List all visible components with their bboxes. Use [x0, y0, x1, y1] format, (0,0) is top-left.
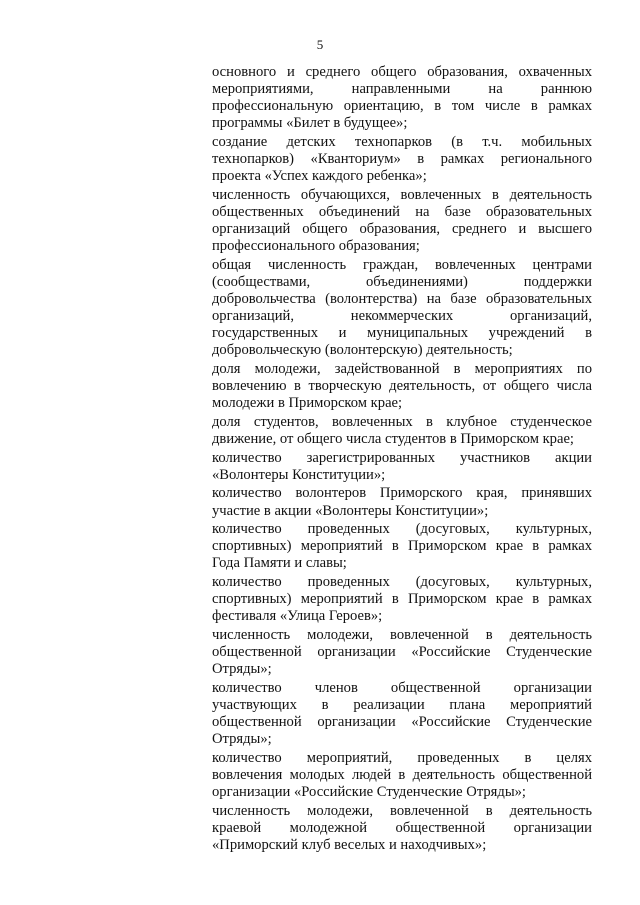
- text-line: численность обучающихся, вовлеченных в деятельность: [212, 186, 592, 203]
- text-line: фестиваля «Улица Героев»;: [212, 608, 383, 625]
- item-youth-creative-activity: [212, 361, 592, 412]
- item-volunteering-centers: [212, 257, 592, 360]
- item-students-in-public-associations: [212, 187, 592, 255]
- text-line: профессиональную ориентацию, в том числе в рамках: [212, 98, 592, 115]
- text-line: организаций, некоммерческих организаций,: [212, 308, 592, 325]
- text-line: количество проведенных (досуговых, культурных,: [212, 574, 592, 591]
- text-line: количество членов общественной организации: [212, 679, 592, 696]
- text-line: общая численность граждан, вовлеченных центрами: [212, 256, 592, 273]
- text-line: общественных объединений на базе образовательных: [212, 203, 592, 220]
- text-line: молодежи в Приморском крае;: [212, 395, 403, 412]
- text-line: доля студентов, вовлеченных в клубное студенческое: [212, 413, 592, 430]
- text-line: основного и среднего общего образования, охваченных: [212, 64, 592, 80]
- text-line: программы «Билет в будущее»;: [212, 115, 408, 132]
- text-line: государственных и муниципальных учреждений в: [212, 325, 592, 342]
- text-line: организации «Российские Студенческие Отряды»;: [212, 783, 526, 800]
- item-kvantorium-technoparks: [212, 134, 592, 185]
- text-line: общественной организации «Российские Студенческие: [212, 644, 592, 661]
- item-continuation-career-guidance: [212, 64, 592, 132]
- text-line: добровольчества (волонтерства) на базе образовательных: [212, 291, 592, 307]
- text-line: краевой молодежной общественной организации: [212, 819, 592, 836]
- text-line: «Волонтеры Конституции»;: [212, 466, 386, 483]
- item-student-club-movement: [212, 414, 592, 448]
- item-constitution-volunteers-registered: [212, 450, 592, 484]
- text-line: численность молодежи, вовлеченной в деятельность: [212, 802, 592, 819]
- text-line: спортивных) мероприятий в Приморском крае в рамках: [212, 591, 592, 608]
- text-line: участие в акции «Волонтеры Конституции»;: [212, 502, 489, 519]
- text-line: Отряды»;: [212, 731, 272, 748]
- text-line: организаций общего образования, среднего и высшего: [212, 221, 592, 238]
- text-line: проекта «Успех каждого ребенка»;: [212, 168, 427, 185]
- text-line: общественной организации «Российские Студенческие: [212, 714, 592, 730]
- item-street-of-heroes-events: [212, 574, 592, 625]
- document-body: [212, 64, 592, 856]
- item-year-of-memory-events: [212, 521, 592, 572]
- text-line: доля молодежи, задействованной в мероприятиях по: [212, 360, 592, 377]
- text-line: количество проведенных (досуговых, культурных,: [212, 521, 592, 538]
- text-line: Отряды»;: [212, 661, 272, 678]
- page-number: 5: [316, 37, 324, 52]
- text-line: количество зарегистрированных участников акции: [212, 449, 592, 466]
- text-line: спортивных) мероприятий в Приморском крае в рамках: [212, 538, 592, 555]
- item-kvn-club-youth: [212, 803, 592, 854]
- text-line: «Приморский клуб веселых и находчивых»;: [212, 836, 487, 853]
- text-line: создание детских технопарков (в т.ч. мобильных: [212, 133, 592, 150]
- text-line: профессионального образования;: [212, 238, 420, 255]
- text-line: участвующих в реализации плана мероприятий: [212, 696, 592, 713]
- text-line: вовлечению в творческую деятельность, от общего числа: [212, 378, 592, 395]
- text-line: (сообществами, объединениями) поддержки: [212, 273, 592, 290]
- text-line: количество волонтеров Приморского края, принявших: [212, 485, 592, 502]
- text-line: движение, от общего числа студентов в Приморском крае;: [212, 430, 574, 447]
- text-line: вовлечения молодых людей в деятельность общественной: [212, 766, 592, 783]
- text-line: численность молодежи, вовлеченной в деятельность: [212, 626, 592, 643]
- text-line: количество мероприятий, проведенных в целях: [212, 749, 592, 766]
- text-line: Года Памяти и славы;: [212, 555, 347, 572]
- item-constitution-volunteers-participated: [212, 485, 592, 519]
- item-student-brigades-youth: [212, 627, 592, 678]
- text-line: добровольческую (волонтерскую) деятельность;: [212, 342, 513, 359]
- item-student-brigades-events: [212, 750, 592, 801]
- item-student-brigades-members: [212, 680, 592, 748]
- text-line: технопарков) «Кванториум» в рамках регионального: [212, 151, 592, 168]
- text-line: мероприятиями, направленными на раннюю: [212, 81, 592, 98]
